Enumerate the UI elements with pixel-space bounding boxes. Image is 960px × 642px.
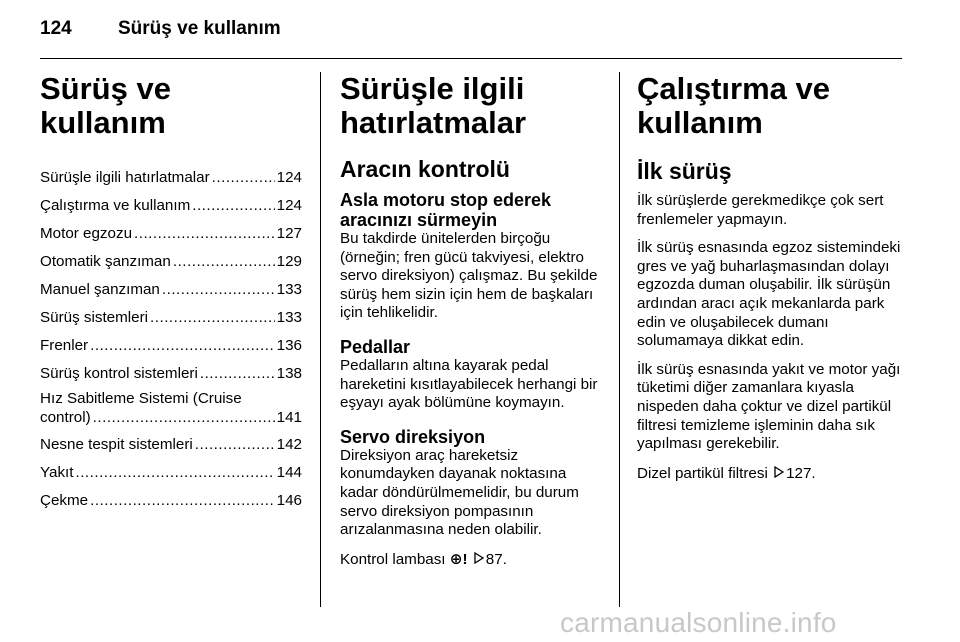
toc-leader: [93, 408, 275, 428]
toc-leader: [150, 306, 275, 329]
toc-item-label: Sürüşle ilgili hatırlatmalar: [40, 169, 210, 186]
toc-item[interactable]: [40, 222, 302, 245]
column-divider: [619, 72, 620, 607]
section-title: Çalıştırma ve kullanım: [637, 71, 830, 140]
toc-leader: [90, 489, 275, 512]
paragraph: Pedalların altına kayarak pedal hareketini kısıtlayabilecek herhangi bir eşyayı ayak bölümüne koymayın.: [340, 356, 598, 412]
toc-leader: [200, 362, 275, 385]
toc-item[interactable]: [40, 461, 302, 484]
toc-item-page: 138: [276, 365, 302, 382]
chapter-toc-column: [40, 72, 302, 517]
toc-leader: [75, 461, 274, 484]
toc-item-page: 127: [276, 225, 302, 242]
page-number: 124: [40, 18, 72, 39]
toc-item-page: 133: [276, 309, 302, 326]
toc-item[interactable]: [40, 306, 302, 329]
topic-heading-line2: aracınızı sürmeyin: [340, 210, 498, 230]
column-divider: [320, 72, 321, 607]
toc-item-label: Çalıştırma ve kullanım: [40, 197, 191, 214]
toc-item-page: 129: [276, 253, 302, 270]
paragraph: İlk sürüş esnasında egzoz sistemindeki gres ve yağ buharlaşmasından dolayı egzozda duman oluşabilir. İlk sürüşün ardından aracı açık mekanlarda park edin ve oluşabilecek dumanı solumamaya dikkat edin.: [637, 239, 901, 350]
toc-item-label: control): [40, 409, 91, 426]
toc-item-label-line1: Hız Sabitleme Sistemi (Cruise: [40, 390, 242, 407]
toc-item-page: 146: [276, 492, 302, 509]
topic-heading: Pedallar: [340, 336, 411, 357]
cross-reference[interactable]: [340, 550, 602, 570]
arrow-right-outline-icon: [774, 464, 784, 483]
toc-item-label: Nesne tespit sistemleri: [40, 436, 193, 453]
toc-item-page: 124: [276, 197, 302, 214]
toc-item-label: Manuel şanzıman: [40, 281, 160, 298]
toc-item-label: Sürüş kontrol sistemleri: [40, 365, 198, 382]
toc-item-label: Sürüş sistemleri: [40, 309, 149, 326]
topic-heading: Servo direksiyon: [340, 426, 486, 447]
section-title-line1: Sürüşle ilgili: [340, 71, 525, 106]
paragraph: İlk sürüş esnasında yakıt ve motor yağı tüketimi diğer zamanlara kıyasla nispeden daha çoktur ve dizel partikül filtresi temizleme işleminin daha sık yapılması gerekebilir.: [637, 360, 901, 453]
cross-reference-page: 87.: [485, 550, 507, 568]
section-title: [340, 72, 602, 140]
toc-leader: [90, 334, 275, 357]
toc-item-page: 141: [276, 409, 302, 426]
topic-heading: [340, 190, 602, 230]
toc-leader: [162, 278, 275, 301]
toc-list: [40, 166, 302, 512]
cross-reference[interactable]: [637, 464, 902, 484]
toc-item-label: Otomatik şanzıman: [40, 253, 171, 270]
toc-item-label: Çekme: [40, 492, 89, 509]
toc-item[interactable]: [40, 278, 302, 301]
toc-item[interactable]: [40, 334, 302, 357]
toc-item[interactable]: [40, 390, 302, 428]
paragraph: Bu takdirde ünitelerden birçoğu (örneğin; fren gücü takviyesi, elektro servo direksiyon) çalışmaz. Bu şekilde sürüş hem sizin için hem de başkaları için tehlikelidir.: [340, 230, 598, 322]
toc-leader: [134, 222, 275, 245]
toc-item-page: 142: [276, 436, 302, 453]
section-title-line2: hatırlatmalar: [340, 105, 527, 140]
cross-reference-label: Dizel partikül filtresi: [637, 464, 768, 482]
toc-item[interactable]: [40, 166, 302, 189]
arrow-right-outline-icon: [474, 550, 484, 569]
cross-reference-label: Kontrol lambası: [340, 550, 446, 568]
paragraph: İlk sürüşlerde gerekmedikçe çok sert frenlemeler yapmayın.: [637, 192, 884, 228]
toc-item-page: 144: [276, 464, 302, 481]
toc-item-label: Motor egzozu: [40, 225, 133, 242]
paragraph: Direksiyon araç hareketsiz konumdayken dayanak noktasına kadar döndürülmemelidir, bu durum servo direksiyon pompasının arızalanmasına neden olabilir.: [340, 446, 579, 539]
toc-leader: [212, 166, 275, 189]
header-rule: [40, 58, 902, 59]
toc-item[interactable]: [40, 362, 302, 385]
subsection-heading: İlk sürüş: [637, 158, 732, 184]
toc-item-page: 133: [276, 281, 302, 298]
toc-item[interactable]: [40, 194, 302, 217]
toc-leader: [173, 250, 275, 273]
toc-item[interactable]: [40, 489, 302, 512]
toc-leader: [192, 194, 274, 217]
starting-operating-column: [637, 72, 902, 493]
topic-heading-line1: Asla motoru stop ederek: [340, 190, 552, 210]
chapter-title: Sürüş ve kullanım: [40, 71, 171, 140]
driving-hints-column: [340, 72, 602, 579]
cross-reference-page: 127.: [786, 464, 816, 482]
header-section-title: Sürüş ve kullanım: [118, 18, 281, 39]
toc-item-page: 136: [276, 337, 302, 354]
toc-item-label: Yakıt: [40, 464, 74, 481]
toc-item-label: Frenler: [40, 337, 89, 354]
running-header: [40, 18, 281, 40]
toc-item[interactable]: [40, 250, 302, 273]
toc-item[interactable]: [40, 433, 302, 456]
toc-leader: [195, 433, 275, 456]
subsection-heading: Aracın kontrolü: [340, 156, 510, 182]
toc-item-page: 124: [276, 169, 302, 186]
warning-lamp-icon: ⊕!: [449, 550, 468, 568]
watermark: carmanualsonline.info: [560, 607, 837, 638]
